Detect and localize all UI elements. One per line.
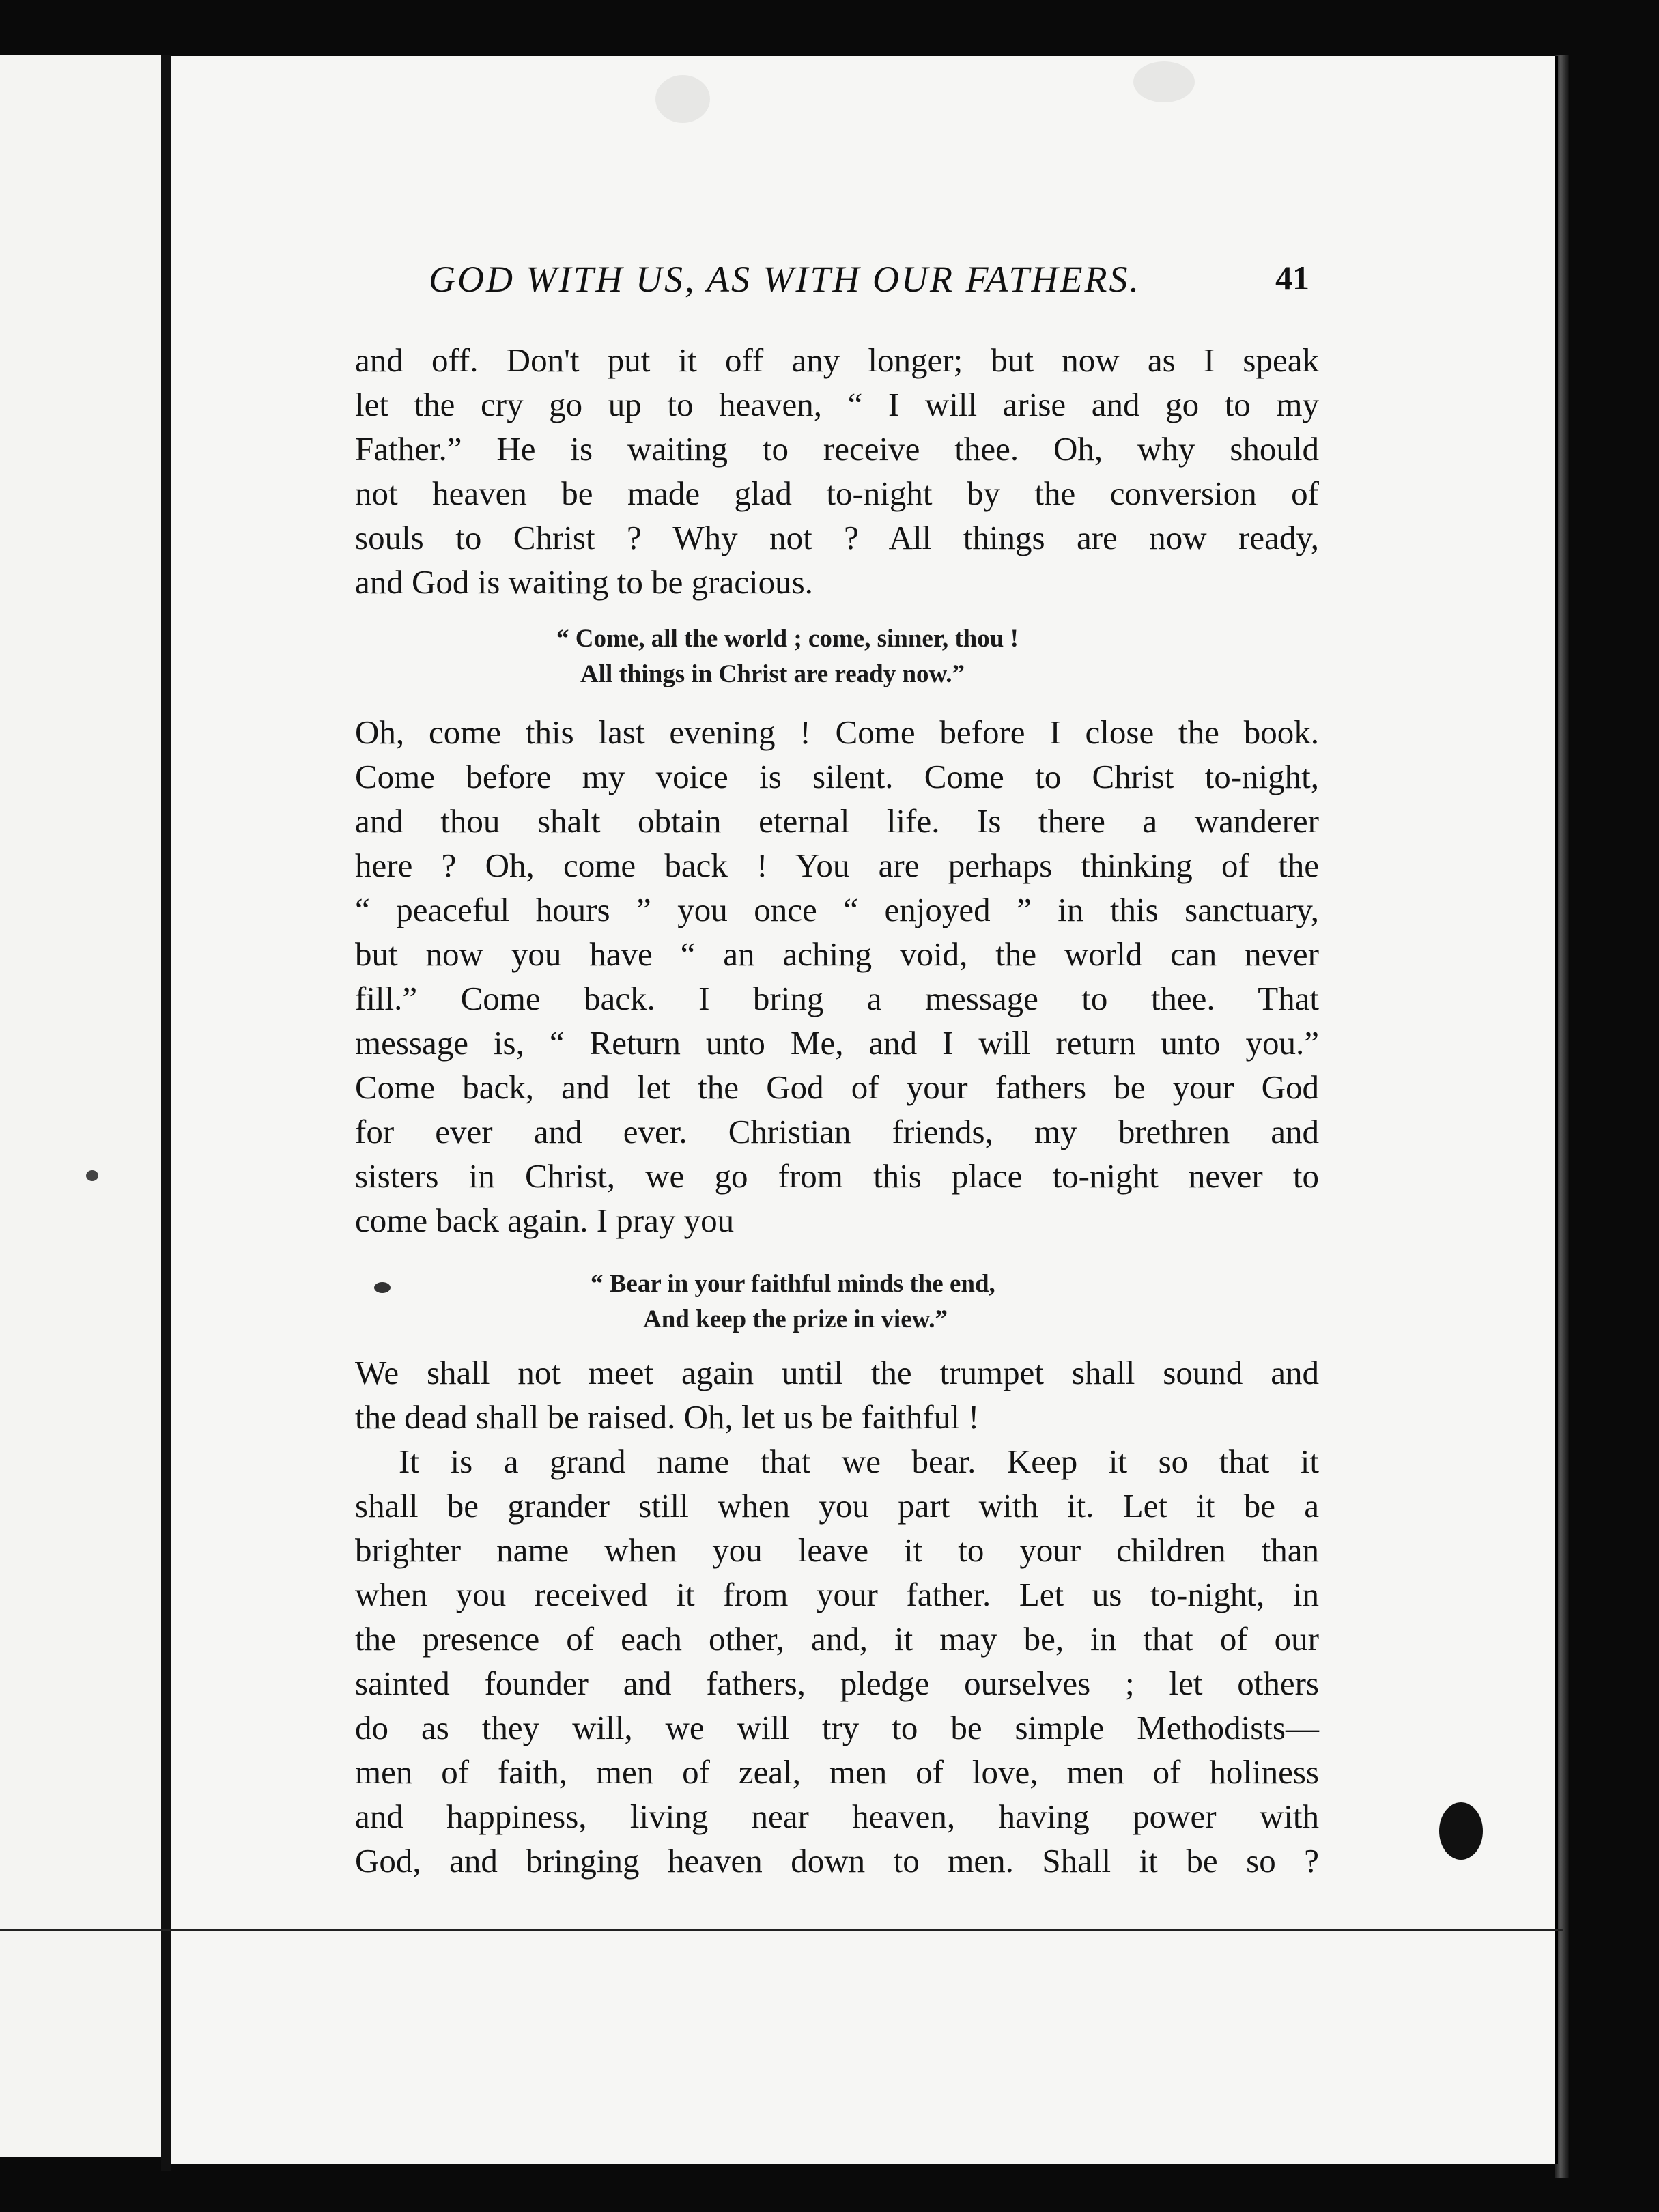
text-line: sainted founder and fathers, pledge ourselves ; let others bbox=[355, 1664, 1319, 1702]
text-line: shall be grander still when you part with it. Let it be a bbox=[355, 1487, 1319, 1525]
text-line: men of faith, men of zeal, men of love, men of holiness bbox=[355, 1753, 1319, 1791]
text-line: do as they will, we will try to be simple Methodists— bbox=[355, 1709, 1319, 1746]
text-line: come back again. I pray you bbox=[355, 1202, 735, 1239]
text-line: It is a grand name that we bear. Keep it so that it bbox=[399, 1443, 1319, 1480]
text-line: but now you have “ an aching void, the world can never bbox=[355, 935, 1319, 973]
text-line: let the cry go up to heaven, “ I will arise and go to my bbox=[355, 386, 1319, 423]
text-line: and off. Don't put it off any longer; but now as I speak bbox=[355, 341, 1319, 379]
text-line: for ever and ever. Christian friends, my brethren and bbox=[355, 1113, 1319, 1150]
ink-speck bbox=[86, 1170, 98, 1181]
quote-line: “ Come, all the world ; come, sinner, thou ! bbox=[556, 625, 1019, 653]
paragraph-3 bbox=[355, 1350, 1319, 1883]
paragraph-2 bbox=[355, 710, 1319, 1243]
text-line: message is, “ Return unto Me, and I will return unto you.” bbox=[355, 1024, 1319, 1062]
running-head bbox=[429, 258, 1316, 306]
text-line: souls to Christ ? Why not ? All things are now ready, bbox=[355, 519, 1319, 556]
quote-line: All things in Christ are ready now.” bbox=[580, 660, 965, 688]
hymn-quote-1 bbox=[355, 621, 1319, 692]
quote-line: “ Bear in your faithful minds the end, bbox=[591, 1270, 995, 1298]
text-line: “ peaceful hours ” you once “ enjoyed ” in this sanctuary, bbox=[355, 891, 1319, 928]
text-line: here ? Oh, come back ! You are perhaps thinking of the bbox=[355, 847, 1319, 884]
page-number: 41 bbox=[1275, 259, 1309, 297]
text-line: the presence of each other, and, it may be, in that of our bbox=[355, 1620, 1319, 1658]
text-line: when you received it from your father. Let us to-night, in bbox=[355, 1576, 1319, 1613]
running-title: GOD WITH US, AS WITH OUR FATHERS. bbox=[429, 259, 1141, 300]
text-line: sisters in Christ, we go from this place to-night never to bbox=[355, 1157, 1319, 1195]
text-line: Father.” He is waiting to receive thee. Oh, why should bbox=[355, 430, 1319, 468]
hymn-quote-2 bbox=[355, 1266, 1319, 1337]
text-line: God, and bringing heaven down to men. Shall it be so ? bbox=[355, 1842, 1319, 1880]
text-line: brighter name when you leave it to your children than bbox=[355, 1531, 1319, 1569]
page-edge-line bbox=[1555, 56, 1558, 2164]
text-line: the dead shall be raised. Oh, let us be faithful ! bbox=[355, 1398, 980, 1436]
text-line: We shall not meet again until the trumpet shall sound and bbox=[355, 1354, 1319, 1391]
text-line: not heaven be made glad to-night by the conversion of bbox=[355, 474, 1319, 512]
scan-bottom-rule bbox=[0, 1929, 1563, 1931]
text-line: fill.” Come back. I bring a message to thee. That bbox=[355, 980, 1319, 1017]
text-line: and God is waiting to be gracious. bbox=[355, 563, 813, 601]
gray-smudge bbox=[1133, 61, 1195, 102]
gray-smudge bbox=[655, 75, 710, 123]
text-line: Oh, come this last evening ! Come before I close the book. bbox=[355, 713, 1319, 751]
paragraph-1 bbox=[355, 338, 1319, 604]
ink-blot bbox=[1439, 1802, 1483, 1860]
text-line: and thou shalt obtain eternal life. Is there a wanderer bbox=[355, 802, 1319, 840]
facing-page-margin bbox=[0, 55, 161, 2157]
binding-gutter bbox=[161, 55, 171, 2171]
text-line: and happiness, living near heaven, having power with bbox=[355, 1798, 1319, 1835]
text-line: Come before my voice is silent. Come to Christ to-night, bbox=[355, 758, 1319, 795]
text-line: Come back, and let the God of your fathers be your God bbox=[355, 1068, 1319, 1106]
quote-line: And keep the prize in view.” bbox=[643, 1305, 948, 1333]
